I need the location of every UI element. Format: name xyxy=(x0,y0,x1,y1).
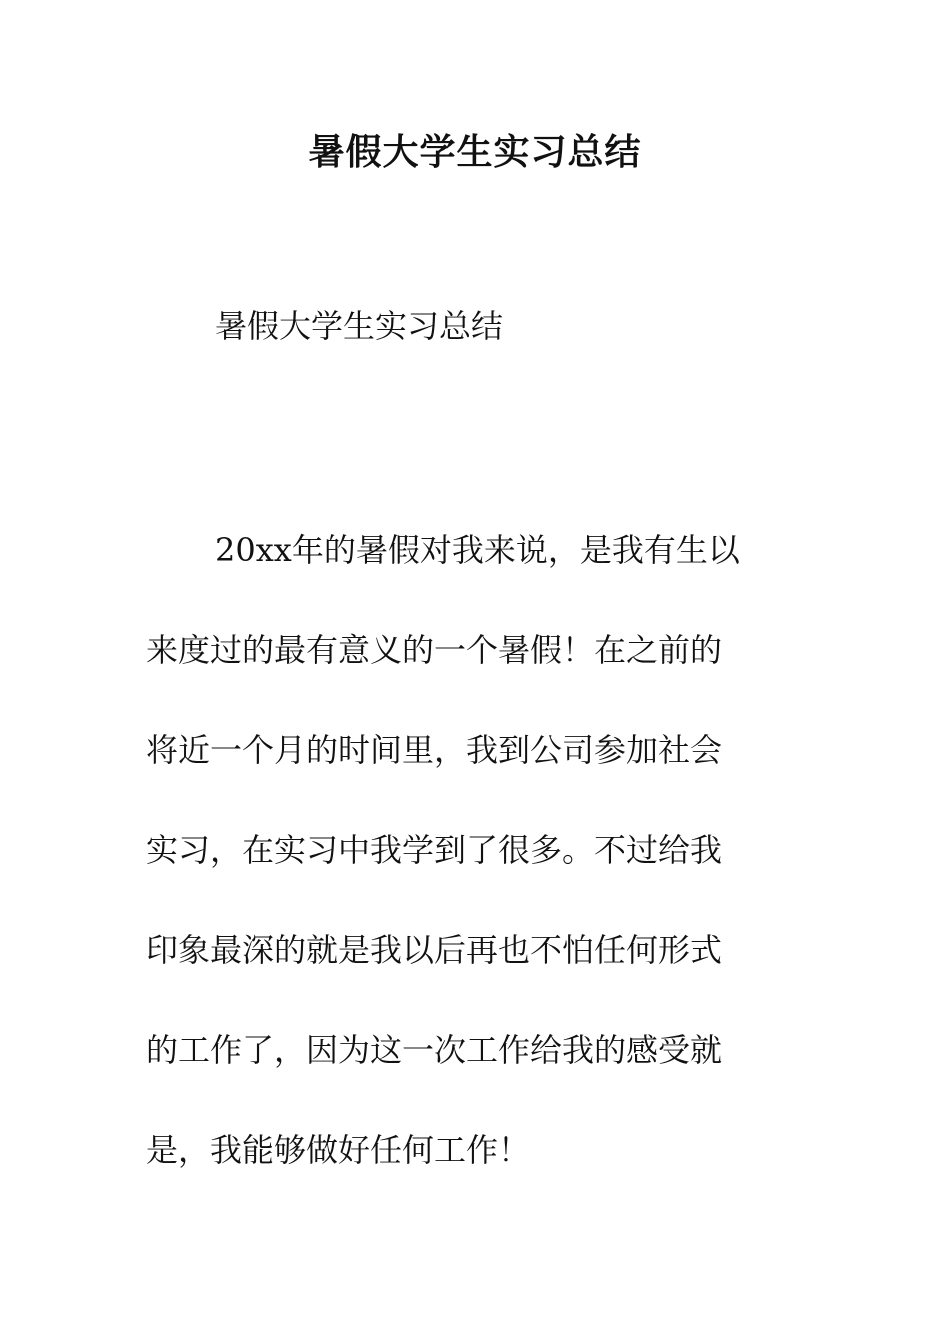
paragraph-line: 印象最深的就是我以后再也不怕任何形式 xyxy=(146,931,723,969)
paragraph-line: 20xx年的暑假对我来说，是我有生以 xyxy=(215,531,740,569)
paragraph-line: 是，我能够做好任何工作！ xyxy=(146,1131,531,1169)
paragraph-line: 的工作了，因为这一次工作给我的感受就 xyxy=(146,1031,723,1069)
document-title: 暑假大学生实习总结 xyxy=(308,132,642,173)
paragraph-line: 来度过的最有意义的一个暑假！在之前的 xyxy=(146,631,723,669)
body-paragraph xyxy=(146,500,786,1200)
paragraph-line: 将近一个月的时间里，我到公司参加社会 xyxy=(146,731,723,769)
document-subtitle: 暑假大学生实习总结 xyxy=(215,307,504,345)
paragraph-line: 实习，在实习中我学到了很多。不过给我 xyxy=(146,831,723,869)
